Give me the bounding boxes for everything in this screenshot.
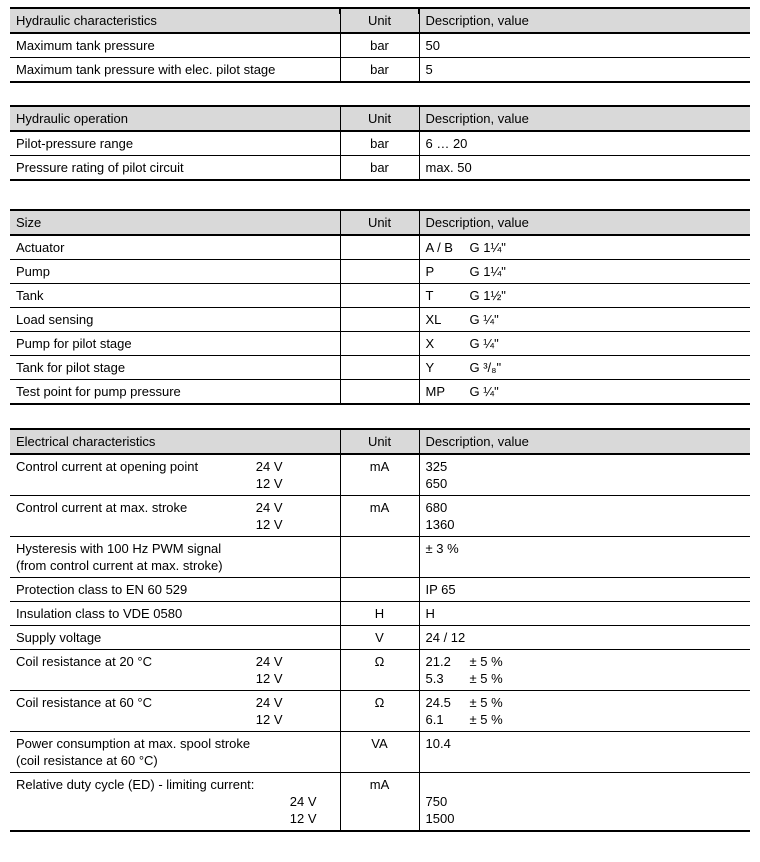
unit-cell	[340, 356, 419, 380]
parameter-text: Relative duty cycle (ED) - limiting current:	[16, 777, 255, 792]
parameter-cell	[10, 650, 340, 691]
parameter-line	[16, 735, 334, 752]
value-line	[426, 711, 745, 728]
parameter-text: Pump for pilot stage	[16, 336, 132, 351]
table-header-row	[10, 429, 750, 454]
value-line	[426, 239, 745, 256]
value-text: ± 5 %	[469, 654, 503, 669]
table-row	[10, 691, 750, 732]
value-text: G ³/₈"	[469, 360, 502, 375]
voltage-label: 12 V	[255, 517, 283, 532]
parameter-line	[16, 61, 334, 78]
value-line	[426, 263, 745, 280]
parameter-line	[16, 752, 334, 769]
unit-cell	[340, 308, 419, 332]
value-line	[426, 311, 745, 328]
parameter-line	[16, 557, 334, 574]
table-header-row	[10, 106, 750, 131]
unit-text: bar	[370, 62, 389, 77]
voltage-label: 12 V	[289, 811, 317, 826]
parameter-line	[16, 516, 334, 533]
unit-text: mA	[369, 459, 390, 474]
parameter-line	[16, 581, 334, 598]
parameter-text: Control current at opening point	[16, 459, 199, 474]
parameter-cell	[10, 496, 340, 537]
parameter-text: Insulation class to VDE 0580	[16, 606, 183, 621]
parameter-text: Pilot-pressure range	[16, 136, 134, 151]
value-cell	[419, 496, 750, 537]
table-body	[10, 454, 750, 831]
parameter-cell	[10, 235, 340, 260]
unit-column-header: Unit	[340, 429, 419, 454]
unit-column-header: Unit	[340, 106, 419, 131]
parameter-text: Actuator	[16, 240, 65, 255]
unit-text: Ω	[374, 695, 385, 710]
value-cell	[419, 235, 750, 260]
unit-text: Ω	[374, 654, 385, 669]
value-text: G 1½"	[469, 288, 506, 303]
value-cell	[419, 308, 750, 332]
value-cell	[419, 131, 750, 156]
unit-cell	[340, 156, 419, 181]
parameter-line	[16, 475, 334, 492]
value-column-header: Description, value	[419, 106, 750, 131]
table-row	[10, 235, 750, 260]
unit-text: bar	[370, 38, 389, 53]
value-line	[426, 793, 745, 810]
value-text: 50	[425, 38, 440, 53]
value-cell	[419, 156, 750, 181]
parameter-line	[16, 335, 334, 352]
value-cell	[419, 356, 750, 380]
parameter-line	[16, 311, 334, 328]
parameter-text: Hysteresis with 100 Hz PWM signal	[16, 541, 222, 556]
unit-cell	[340, 33, 419, 58]
unit-cell	[340, 650, 419, 691]
parameter-text: Maximum tank pressure with elec. pilot stage	[16, 62, 276, 77]
parameter-line	[16, 793, 334, 810]
parameter-cell	[10, 380, 340, 405]
parameter-text: Power consumption at max. spool stroke	[16, 736, 251, 751]
table-row	[10, 626, 750, 650]
table-row	[10, 380, 750, 405]
unit-text: VA	[371, 736, 388, 751]
value-line	[426, 335, 745, 352]
parameter-text: Pressure rating of pilot circuit	[16, 160, 184, 175]
table-header-row	[10, 8, 750, 33]
unit-cell	[340, 578, 419, 602]
value-line	[426, 61, 745, 78]
value-key: 6.1	[425, 712, 444, 727]
value-line	[426, 135, 745, 152]
voltage-label: 24 V	[255, 654, 283, 669]
value-line	[426, 540, 745, 557]
value-line	[426, 516, 745, 533]
parameter-cell	[10, 131, 340, 156]
table-row	[10, 537, 750, 578]
table-row	[10, 356, 750, 380]
table-row	[10, 156, 750, 181]
value-text: ± 5 %	[469, 671, 503, 686]
spec-table	[10, 105, 750, 181]
parameter-text: Maximum tank pressure	[16, 38, 155, 53]
value-text: G ¼"	[469, 336, 499, 351]
value-line	[426, 458, 745, 475]
parameter-cell	[10, 454, 340, 496]
value-cell	[419, 537, 750, 578]
value-text: IP 65	[425, 582, 456, 597]
parameter-line	[16, 540, 334, 557]
value-cell	[419, 380, 750, 405]
parameter-line	[16, 239, 334, 256]
parameter-cell	[10, 260, 340, 284]
parameter-text: Load sensing	[16, 312, 94, 327]
table-row	[10, 332, 750, 356]
value-line	[426, 810, 745, 827]
table-row	[10, 773, 750, 832]
value-line	[426, 159, 745, 176]
voltage-label: 24 V	[255, 695, 283, 710]
parameter-line	[16, 159, 334, 176]
table-header	[10, 8, 750, 33]
table-row	[10, 284, 750, 308]
value-line	[426, 735, 745, 752]
parameter-text: (from control current at max. stroke)	[16, 558, 223, 573]
value-column-header: Description, value	[419, 8, 750, 33]
unit-cell	[340, 58, 419, 83]
value-key: X	[425, 336, 435, 351]
parameter-line	[16, 711, 334, 728]
value-line	[426, 37, 745, 54]
value-cell	[419, 650, 750, 691]
value-cell	[419, 578, 750, 602]
parameter-cell	[10, 578, 340, 602]
value-cell	[419, 691, 750, 732]
table-body	[10, 235, 750, 404]
value-text: 1360	[425, 517, 455, 532]
value-key: P	[425, 264, 435, 279]
table-header-row	[10, 210, 750, 235]
parameter-line	[16, 383, 334, 400]
unit-text: bar	[370, 136, 389, 151]
parameter-text: Control current at max. stroke	[16, 500, 188, 515]
value-text: 5	[425, 62, 433, 77]
table-row	[10, 308, 750, 332]
value-text: G 1¼"	[469, 264, 506, 279]
value-key: XL	[425, 312, 442, 327]
parameter-text: Coil resistance at 20 °C	[16, 654, 152, 669]
value-text: ± 3 %	[425, 541, 459, 556]
parameter-cell	[10, 773, 340, 832]
parameter-line	[16, 359, 334, 376]
voltage-label: 12 V	[255, 712, 283, 727]
table-row	[10, 578, 750, 602]
parameter-cell	[10, 732, 340, 773]
value-key: 5.3	[425, 671, 444, 686]
unit-cell	[340, 773, 419, 832]
value-line	[426, 383, 745, 400]
parameter-line	[16, 287, 334, 304]
parameter-text: Supply voltage	[16, 630, 102, 645]
value-text: 10.4	[425, 736, 451, 751]
unit-column-header: Unit	[340, 8, 419, 33]
table-title: Hydraulic characteristics	[10, 8, 340, 33]
table-title: Electrical characteristics	[10, 429, 340, 454]
parameter-cell	[10, 602, 340, 626]
voltage-label: 12 V	[255, 671, 283, 686]
value-line	[426, 581, 745, 598]
voltage-label: 24 V	[255, 500, 283, 515]
column-divider-stub-right	[418, 7, 420, 14]
parameter-text: Coil resistance at 60 °C	[16, 695, 152, 710]
parameter-cell	[10, 58, 340, 83]
parameter-line	[16, 810, 334, 827]
unit-text: H	[374, 606, 385, 621]
value-key: 21.2	[425, 654, 451, 669]
parameter-cell	[10, 537, 340, 578]
value-text: 6 … 20	[425, 136, 468, 151]
spec-table	[10, 209, 750, 405]
parameter-text: (coil resistance at 60 °C)	[16, 753, 158, 768]
value-key: A / B	[425, 240, 453, 255]
parameter-text: Test point for pump pressure	[16, 384, 181, 399]
unit-cell	[340, 454, 419, 496]
value-cell	[419, 33, 750, 58]
unit-cell	[340, 691, 419, 732]
unit-text: bar	[370, 160, 389, 175]
parameter-line	[16, 37, 334, 54]
parameter-line	[16, 629, 334, 646]
tables-container	[0, 7, 760, 832]
parameter-line	[16, 135, 334, 152]
value-key: MP	[425, 384, 445, 399]
table-header	[10, 429, 750, 454]
voltage-label: 24 V	[255, 459, 283, 474]
value-text: 650	[425, 476, 448, 491]
value-text: 750	[425, 794, 448, 809]
parameter-line	[16, 694, 334, 711]
value-text: 680	[425, 500, 448, 515]
value-text: G ¼"	[469, 384, 499, 399]
parameter-cell	[10, 156, 340, 181]
unit-cell	[340, 496, 419, 537]
table-row	[10, 58, 750, 83]
table-row	[10, 260, 750, 284]
value-key: 24.5	[425, 695, 451, 710]
parameter-text: Tank	[16, 288, 44, 303]
parameter-line	[16, 499, 334, 516]
value-column-header: Description, value	[419, 210, 750, 235]
value-text: ± 5 %	[469, 695, 503, 710]
voltage-label: 12 V	[255, 476, 283, 491]
value-cell	[419, 58, 750, 83]
parameter-cell	[10, 356, 340, 380]
parameter-cell	[10, 691, 340, 732]
table-row	[10, 650, 750, 691]
value-cell	[419, 260, 750, 284]
parameter-cell	[10, 332, 340, 356]
unit-cell	[340, 131, 419, 156]
unit-cell	[340, 332, 419, 356]
voltage-label: 24 V	[289, 794, 317, 809]
spec-table	[10, 7, 750, 83]
unit-column-header: Unit	[340, 210, 419, 235]
parameter-text: Tank for pilot stage	[16, 360, 126, 375]
parameter-text: Pump	[16, 264, 50, 279]
value-cell	[419, 454, 750, 496]
value-line	[426, 653, 745, 670]
value-line	[426, 694, 745, 711]
unit-cell	[340, 284, 419, 308]
value-cell	[419, 284, 750, 308]
table-row	[10, 33, 750, 58]
value-cell	[419, 332, 750, 356]
value-cell	[419, 732, 750, 773]
table-row	[10, 131, 750, 156]
value-text: 325	[425, 459, 448, 474]
value-text: G ¼"	[469, 312, 499, 327]
table-body	[10, 131, 750, 180]
parameter-line	[16, 653, 334, 670]
table-row	[10, 602, 750, 626]
value-line	[426, 605, 745, 622]
value-text: 1500	[425, 811, 455, 826]
value-text: H	[425, 606, 435, 621]
value-line	[426, 499, 745, 516]
unit-cell	[340, 602, 419, 626]
unit-cell	[340, 537, 419, 578]
parameter-cell	[10, 308, 340, 332]
table-header	[10, 210, 750, 235]
parameter-cell	[10, 626, 340, 650]
unit-cell	[340, 260, 419, 284]
table-title: Hydraulic operation	[10, 106, 340, 131]
value-line	[426, 670, 745, 687]
value-key: Y	[425, 360, 435, 375]
unit-cell	[340, 235, 419, 260]
parameter-line	[16, 458, 334, 475]
value-cell	[419, 602, 750, 626]
unit-text: V	[375, 630, 384, 645]
table-title: Size	[10, 210, 340, 235]
parameter-line	[16, 670, 334, 687]
value-text: max. 50	[425, 160, 472, 175]
parameter-cell	[10, 33, 340, 58]
unit-text: mA	[369, 500, 390, 515]
value-text: G 1¼"	[469, 240, 506, 255]
table-header	[10, 106, 750, 131]
value-column-header: Description, value	[419, 429, 750, 454]
value-cell	[419, 626, 750, 650]
value-line	[426, 629, 745, 646]
table-row	[10, 496, 750, 537]
unit-text: mA	[369, 777, 390, 792]
parameter-line	[16, 263, 334, 280]
table-row	[10, 454, 750, 496]
value-cell	[419, 773, 750, 832]
parameter-line	[16, 776, 334, 793]
parameter-text: Protection class to EN 60 529	[16, 582, 188, 597]
parameter-cell	[10, 284, 340, 308]
value-text: 24 / 12	[425, 630, 466, 645]
column-divider-stub-left	[339, 7, 341, 14]
value-line	[426, 359, 745, 376]
value-text: ± 5 %	[469, 712, 503, 727]
value-line	[426, 776, 745, 793]
table-body	[10, 33, 750, 82]
table-row	[10, 732, 750, 773]
value-line	[426, 475, 745, 492]
unit-cell	[340, 732, 419, 773]
value-line	[426, 287, 745, 304]
unit-cell	[340, 626, 419, 650]
parameter-line	[16, 605, 334, 622]
value-key: T	[425, 288, 434, 303]
spec-table	[10, 428, 750, 832]
unit-cell	[340, 380, 419, 405]
